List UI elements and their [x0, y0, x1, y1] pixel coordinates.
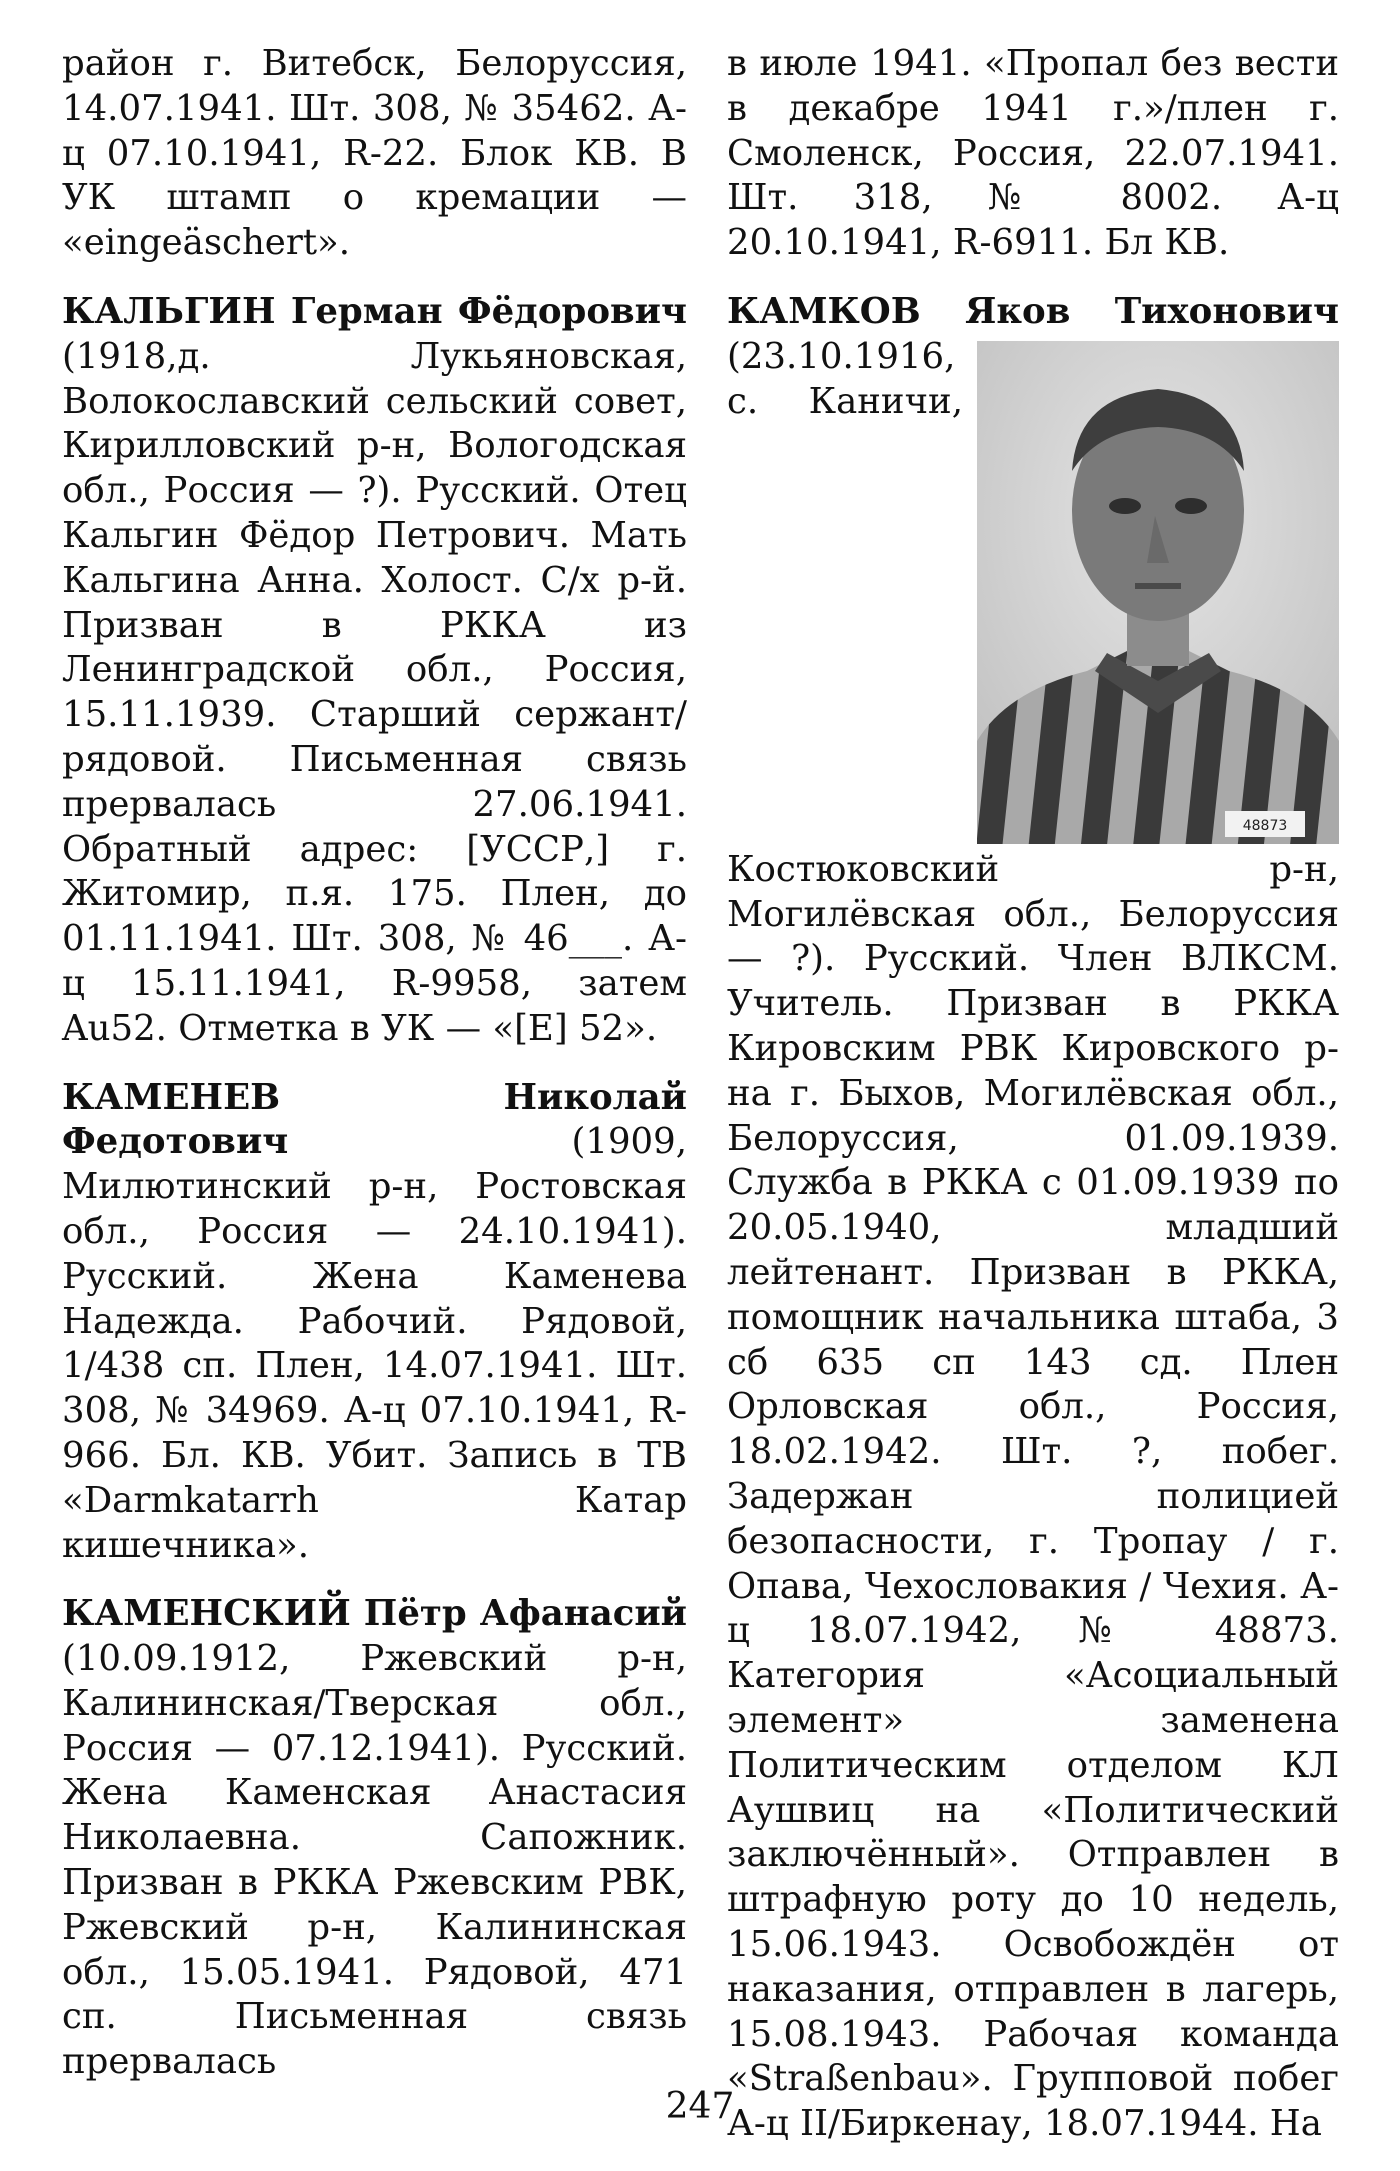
entry-text — [727, 290, 1339, 2147]
right-column — [727, 42, 1339, 2171]
page-number: 247 — [665, 2086, 735, 2127]
entry-continuation — [727, 42, 1339, 266]
entry-body: (1909, Милютинский р-н, Ростовская обл., Россия — 24.10.1941). Русский. Жена Каменева Надежда. Рабочий. Рядовой, 1/438 сп. Плен, 14.07.1941. Шт. 308, № 34969. А-ц 07.10.1941, R-966. Бл. КВ. Убит. Запись в ТВ «Darmkatarrh Катар кишечника». — [62, 1121, 687, 1566]
entry-kamkov — [727, 290, 1339, 2147]
entry-name: КАМЕНЕВ Николай Федотович — [62, 1076, 687, 1163]
entry-text — [62, 1592, 687, 2085]
entry-name: КАЛЬГИН Герман Фёдорович — [62, 290, 687, 332]
entry-text: в июле 1941. «Пропал без вести в декабре 1941 г.»/плен г. Смоленск, Россия, 22.07.1941. Шт. 318, № 8002. А-ц 20.10.1941, R-6911. Бл КВ. — [727, 43, 1339, 264]
entry-name: КАМКОВ Яков Тихонович — [727, 290, 1339, 332]
entry-text — [62, 1076, 687, 1569]
entry-name: КАМЕНСКИЙ Пётр Афанасий — [62, 1593, 687, 1635]
entry-text — [62, 290, 687, 1052]
entry-body: (1918,д. Лукьяновская, Волокославский сельский совет, Кирилловский р-н, Вологодская обл., Россия — ?). Русский. Отец Кальгин Фёдор Петрович. Мать Кальгина Анна. Холост. С/х р-й. Призван в РККА из Ленинградской обл., Россия, 15.11.1939. Старший сержант/рядовой. Письменная связь прервалась 27.06.1941. Обратный адрес: [УССР,] г. Житомир, п.я. 175. Плен, до 01.11.1941. Шт. 308, № 46___. А-ц 15.11.1941, R-9958, затем Au52. Отметка в УК — «[E] 52». — [62, 335, 687, 1049]
entry-body: (23.10.1916, с. Каничи, Костюковский р-н, Могилёвская обл., Белоруссия — ?). Русский. Член ВЛКСМ. Учитель. Призван в РККА Кировским РВК Кировского р-на г. Быхов, Могилёвская обл., Белоруссия, 01.09.1939. Служба в РККА с 01.09.1939 по 20.05.1940, младший лейтенант. Призван в РККА, помощник начальника штаба, 3 сб 635 сп 143 сд. Плен Орловская обл., Россия, 18.02.1942. Шт. ?, побег. Задержан полицией безопасности, г. Тропау / г. Опава, Чехословакия / Чехия. А-ц 18.07.1942, № 48873. Категория «Асоциальный элемент» заменена Политическим отделом КЛ Аушвиц на «Политический заключённый». Отправлен в штрафную роту до 10 недель, 15.06.1943. Освобождён от наказания, отправлен в лагерь, 15.08.1943. Рабочая команда «Straßenbau». Групповой побег А-ц II/Биркенау, 18.07.1944. На — [727, 335, 1339, 2145]
entry-body: (10.09.1912, Ржевский р-н, Калининская/Тверская обл., Россия — 07.12.1941). Русский. Жена Каменская Анастасия Николаевна. Сапожник. Призван в РККА Ржевским РВК, Ржевский р-н, Калининская обл., 15.05.1941. Рядовой, 471 сп. Письменная связь прервалась — [62, 1638, 687, 2083]
prisoner-photo — [977, 341, 1339, 844]
prisoner-photo-image — [977, 341, 1339, 844]
number-tag-text: 48873 — [1242, 817, 1288, 834]
entry-kamenev — [62, 1076, 687, 1569]
entry-continuation — [62, 42, 687, 266]
entry-kalgin — [62, 290, 687, 1052]
entry-text: район г. Витебск, Белоруссия, 14.07.1941. Шт. 308, № 35462. А-ц 07.10.1941, R-22. Блок КВ. В УК штамп о кремации — «eingeäschert». — [62, 43, 687, 264]
entry-kamenskiy — [62, 1592, 687, 2085]
left-column — [62, 42, 687, 2109]
